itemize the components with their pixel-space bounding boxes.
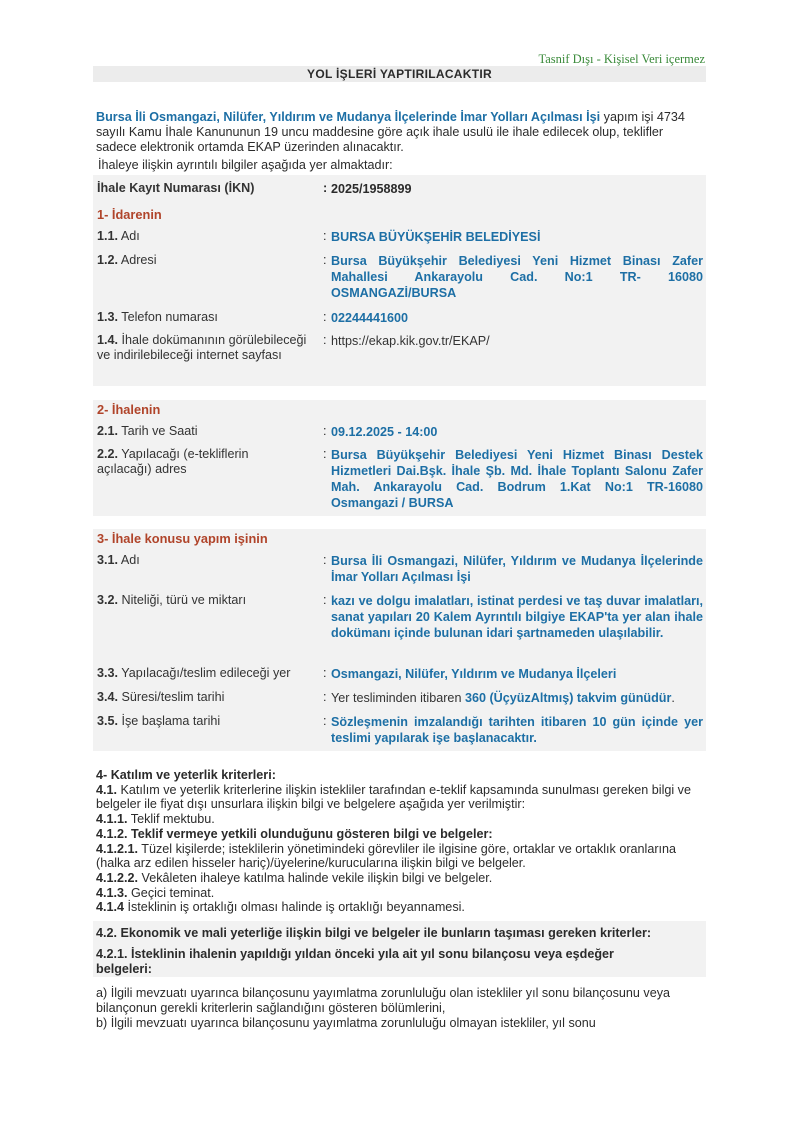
admin-address: Bursa Büyükşehir Belediyesi Yeni Hizmet Binası Zafer Mahallesi Ankarayolu Cad. No:1 TR- 16080 OSMANGAZİ/BURSA (331, 254, 703, 300)
para-4-2: 4.2. Ekonomik ve mali yeterliğe ilişkin bilgi ve belgeler ile bunların taşıması gereken kriterler: (96, 926, 652, 940)
para-4-1-4: 4.1.4 İsteklinin iş ortaklığı olması halinde iş ortaklığı beyannamesi. (96, 900, 465, 915)
section-3-block: 3- İhale konusu yapım işinin 3.1. Adı : Bursa İli Osmangazi, Nilüfer, Yıldırım ve Mudanya İlçelerinde İmar Yolları Açılması İşi 3.2. Niteliği, türü ve miktarı : kazı ve dolgu imalatları, istinat perdesi ve taş duvar imalatları, sanat yapıları 20 Kalem Ayrıntılı bilgiye EKAP'ta yer alan ihale dokümanı içinde bulunan idari şartnameden ulaşılabilir. 3.3. Yapılacağı/teslim edileceği yer : Osmangazi, Nilüfer, Yıldırım ve Mudanya İlçeleri 3.4. Süresi/teslim tarihi : Yer tesliminden itibaren 360 (ÜçyüzAltmış) takvim günüdür. 3.5. İşe başlama tarihi : Sözleşmenin imzalandığı tarihten itibaren 10 gün içinde yer teslimi yapılarak işe başlanacaktır. (93, 529, 706, 751)
para-4-2-1: 4.2.1. İsteklinin ihalenin yapıldığı yıldan önceki yıla ait yıl sonu bilançosu veya eşdeğer belgeleri: (96, 947, 614, 976)
ikn-label: İhale Kayıt Numarası (İKN) (97, 181, 255, 195)
phone-number: 02244441600 (331, 311, 409, 325)
classification-label: Tasnif Dışı - Kişisel Veri içermez (538, 52, 705, 66)
para-4-1-2: 4.1.2. Teklif vermeye yetkili olunduğunu gösteren bilgi ve belgeler: (96, 826, 493, 841)
page-title: YOL İŞLERİ YAPTIRILACAKTIR (93, 66, 706, 82)
section-2-block: 2- İhalenin 2.1. Tarih ve Saati : 09.12.2025 - 14:00 2.2. Yapılacağı (e-tekliflerin açılacağı) adres : Bursa Büyükşehir Belediyesi Yeni Hizmet Binası Destek Hizmetleri Dai.Bşk. İhale Şb. Md. İhale Toplantı Salonu Zafer Mah. Ankarayolu Cad. Bodrum 1.Kat No:1 TR-16080 Osmangazi / BURSA (93, 400, 706, 516)
details-note: İhaleye ilişkin ayrıntılı bilgiler aşağıda yer almaktadır: (98, 158, 393, 172)
intro-text: yapım işi 4734 sayılı Kamu İhale Kanununun 19 uncu maddesine göre açık ihale usulü ile ihale edilecek olup, teklifler sadece elektronik ortamda EKAP üzerinden alınacaktır. (96, 110, 685, 154)
para-4-1: 4.1. Katılım ve yeterlik kriterlerine ilişkin istekliler tarafından e-teklif kapsamında sunulması gereken bilgi ve belgeler ile fiyat dışı unsurlara ilişkin bilgi ve belgelere aşağıda yer verilmiştir: (96, 782, 691, 812)
section-1-block: İhale Kayıt Numarası (İKN) : 2025/1958899 1- İdarenin 1.1. Adı : BURSA BÜYÜKŞEHİR BELEDİYESİ 1.2. Adresi : Bursa Büyükşehir Belediyesi Yeni Hizmet Binası Zafer Mahallesi Ankarayolu Cad. No:1 TR- 16080 OSMANGAZİ/BURSA 1.3. Telefon numarası : 02244441600 1.4. İhale dokümanının görülebileceği ve indirilebileceği internet sayfası : https://ekap.kik.gov.tr/EKAP/ (93, 175, 706, 386)
work-name: Bursa İli Osmangazi, Nilüfer, Yıldırım ve Mudanya İlçelerinde İmar Yolları Açılması İşi (331, 554, 703, 584)
tender-address: Bursa Büyükşehir Belediyesi Yeni Hizmet Binası Destek Hizmetleri Dai.Bşk. İhale Şb. Md. İhale Toplantı Salonu Zafer Mah. Ankarayolu Cad. Bodrum 1.Kat No:1 TR-16080 Osmangazi / BURSA (331, 448, 703, 510)
section-3-title: 3- İhale konusu yapım işinin (97, 531, 268, 546)
work-nature: kazı ve dolgu imalatları, istinat perdesi ve taş duvar imalatları, sanat yapıları 20 Kalem Ayrıntılı bilgiye EKAP'ta yer alan ihale dokümanı içinde bulunan idari şartnameden ulaşılabilir. (331, 594, 703, 640)
start-date: Sözleşmenin imzalandığı tarihten itibaren 10 gün içinde yer teslimi yapılarak işe başlanacaktır. (331, 715, 703, 745)
project-name: Bursa İli Osmangazi, Nilüfer, Yıldırım ve Mudanya İlçelerinde İmar Yolları Açılması İşi (96, 110, 601, 124)
tender-datetime: 09.12.2025 - 14:00 (331, 425, 438, 439)
work-location: Osmangazi, Nilüfer, Yıldırım ve Mudanya İlçeleri (331, 667, 617, 681)
section-4-body (96, 768, 708, 915)
para-a: a) İlgili mevzuatı uyarınca bilançosunu yayımlatma zorunluluğu olan istekliler yıl sonu bilançosunu veya bilançonun gerekli kriterlerin sağlandığını gösteren bölümlerini, (96, 986, 671, 1015)
work-duration: Yer tesliminden itibaren 360 (ÜçyüzAltmış) takvim günüdür. (331, 691, 675, 705)
para-4-1-1: 4.1.1. Teklif mektubu. (96, 812, 215, 827)
para-4-1-3: 4.1.3. Geçici teminat. (96, 885, 215, 900)
section-1-title: 1- İdarenin (97, 207, 162, 222)
section-4-title: 4- Katılım ve yeterlik kriterleri: (96, 768, 276, 782)
intro-paragraph (96, 110, 706, 155)
ikn-value: 2025/1958899 (331, 182, 412, 196)
admin-name: BURSA BÜYÜKŞEHİR BELEDİYESİ (331, 230, 541, 244)
ekap-link[interactable]: https://ekap.kik.gov.tr/EKAP/ (331, 334, 490, 348)
para-4-1-2-1: 4.1.2.1. Tüzel kişilerde; isteklilerin yönetimindeki görevliler ile ilgisine göre, ortaklar ve ortaklık oranlarına (halka arz edilen hisseler hariç)/üyelerine/kurucularına ilişkin bilgi ve belgeler. (96, 841, 677, 871)
para-4-1-2-2: 4.1.2.2. Vekâleten ihaleye katılma halinde vekile ilişkin bilgi ve belgeler. (96, 870, 493, 885)
section-2-title: 2- İhalenin (97, 402, 161, 417)
section-4-2-block (93, 921, 706, 977)
para-b: b) İlgili mevzuatı uyarınca bilançosunu yayımlatma zorunluluğu olmayan istekliler, yıl sonu (96, 1016, 596, 1030)
